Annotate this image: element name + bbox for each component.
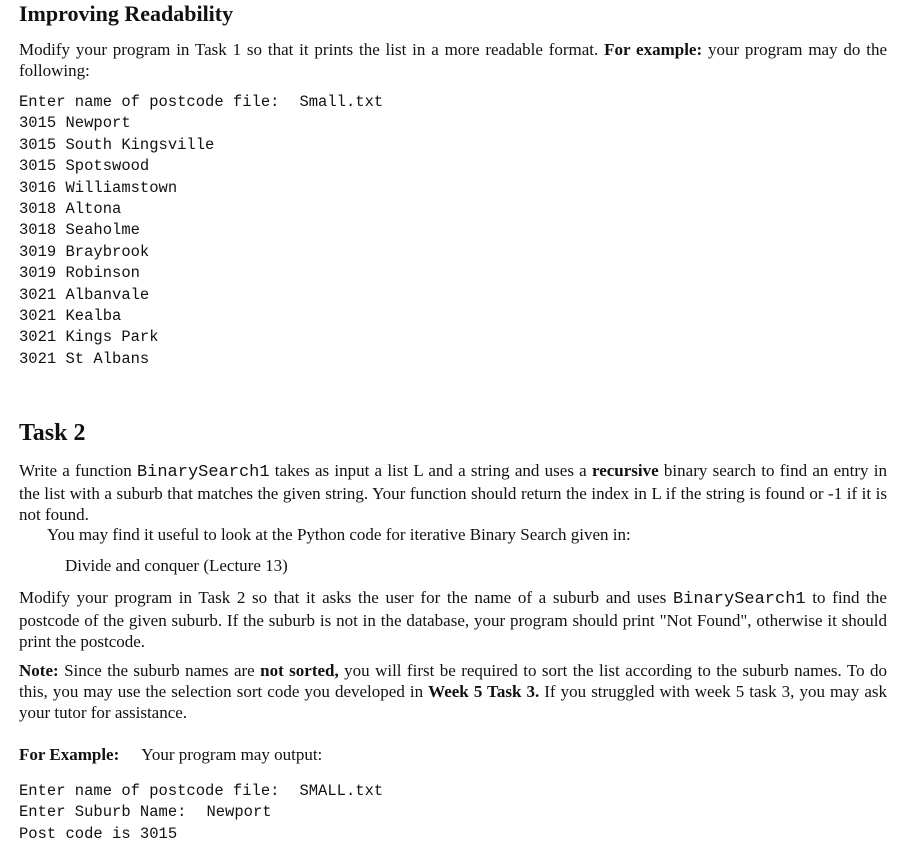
output-value-1: SMALL.txt — [299, 782, 384, 800]
list-item: 3018 Altona — [19, 199, 122, 218]
output-line-2 — [19, 802, 383, 823]
p4-text-a: Modify your program in Task 2 so that it asks the user for the name of a suburb and uses — [19, 588, 673, 607]
intro-paragraph — [19, 39, 887, 81]
note-bold: Note: — [19, 661, 59, 680]
output-line-3: Post code is 3015 — [19, 824, 178, 843]
example-label-line — [19, 744, 887, 765]
example-label: For Example: — [19, 745, 120, 764]
output-line-1 — [19, 781, 383, 802]
lecture-reference: Divide and conquer (Lecture 13) — [65, 556, 288, 575]
heading-improving-readability: Improving Readability — [19, 1, 234, 26]
output-label-1: Enter name of postcode file: — [19, 782, 280, 800]
heading-task-2: Task 2 — [19, 420, 86, 446]
output-label-2: Enter Suburb Name: — [19, 803, 187, 822]
intro-text-b: your program may do the following: — [19, 40, 888, 80]
task2-paragraph-4 — [19, 587, 887, 652]
prompt-line — [19, 92, 383, 113]
note-text-a: Since the suburb names are — [58, 661, 261, 680]
list-item: 3021 Kings Park — [19, 328, 159, 347]
task2-paragraph-1 — [19, 460, 887, 525]
p4-text-b: to find the postcode of the given suburb. If the suburb is not in the database, your program should print "Not Found", otherwise it should print the postcode. — [19, 588, 887, 651]
intro-text-a: Modify your program in Task 1 so that it prints the list in a more readable format. — [19, 40, 605, 59]
list-item: 3021 Albanvale — [19, 285, 150, 304]
p1-text-b: takes as input a list L and a string and uses a — [269, 461, 592, 480]
p1-bold: recursive — [591, 461, 659, 480]
p1-code: BinarySearch1 — [136, 463, 270, 482]
task2-paragraph-2: You may find it useful to look at the Python code for iterative Binary Search given in: — [47, 525, 631, 544]
p4-code: BinarySearch1 — [672, 590, 806, 609]
list-item: 3015 South Kingsville — [19, 135, 215, 154]
prompt-value: Small.txt — [299, 93, 384, 111]
list-item: 3021 Kealba — [19, 306, 122, 325]
note-text-b: you will first be required to sort the list according to the suburb names. To do this, you may use the selection sort code you developed in — [19, 661, 887, 701]
note-text-c: If you struggled with week 5 task 3, you may ask your tutor for assistance. — [19, 682, 888, 722]
p1-text-c: binary search to find an entry in the list with a suburb that matches the given string. Your function should return the index in L if the string is found or -1 if it is not found. — [19, 461, 888, 524]
example-output-listing — [19, 92, 383, 370]
note-bold-3: Week 5 Task 3. — [428, 682, 540, 701]
list-item: 3021 St Albans — [19, 349, 150, 368]
prompt-label: Enter name of postcode file: — [19, 93, 280, 111]
output-value-2: Newport — [206, 803, 272, 822]
note-bold-2: not sorted, — [260, 661, 339, 680]
p1-text-a: Write a function — [19, 461, 137, 480]
example-program-output — [19, 781, 383, 845]
list-item: 3019 Braybrook — [19, 242, 150, 261]
list-item: 3019 Robinson — [19, 264, 140, 283]
list-item: 3015 Spotswood — [19, 157, 150, 176]
intro-bold: For example: — [604, 40, 703, 59]
example-text: Your program may output: — [141, 745, 323, 764]
list-item: 3015 Newport — [19, 114, 131, 133]
note-paragraph — [19, 660, 887, 723]
list-item: 3018 Seaholme — [19, 221, 140, 240]
list-item: 3016 Williamstown — [19, 178, 178, 197]
